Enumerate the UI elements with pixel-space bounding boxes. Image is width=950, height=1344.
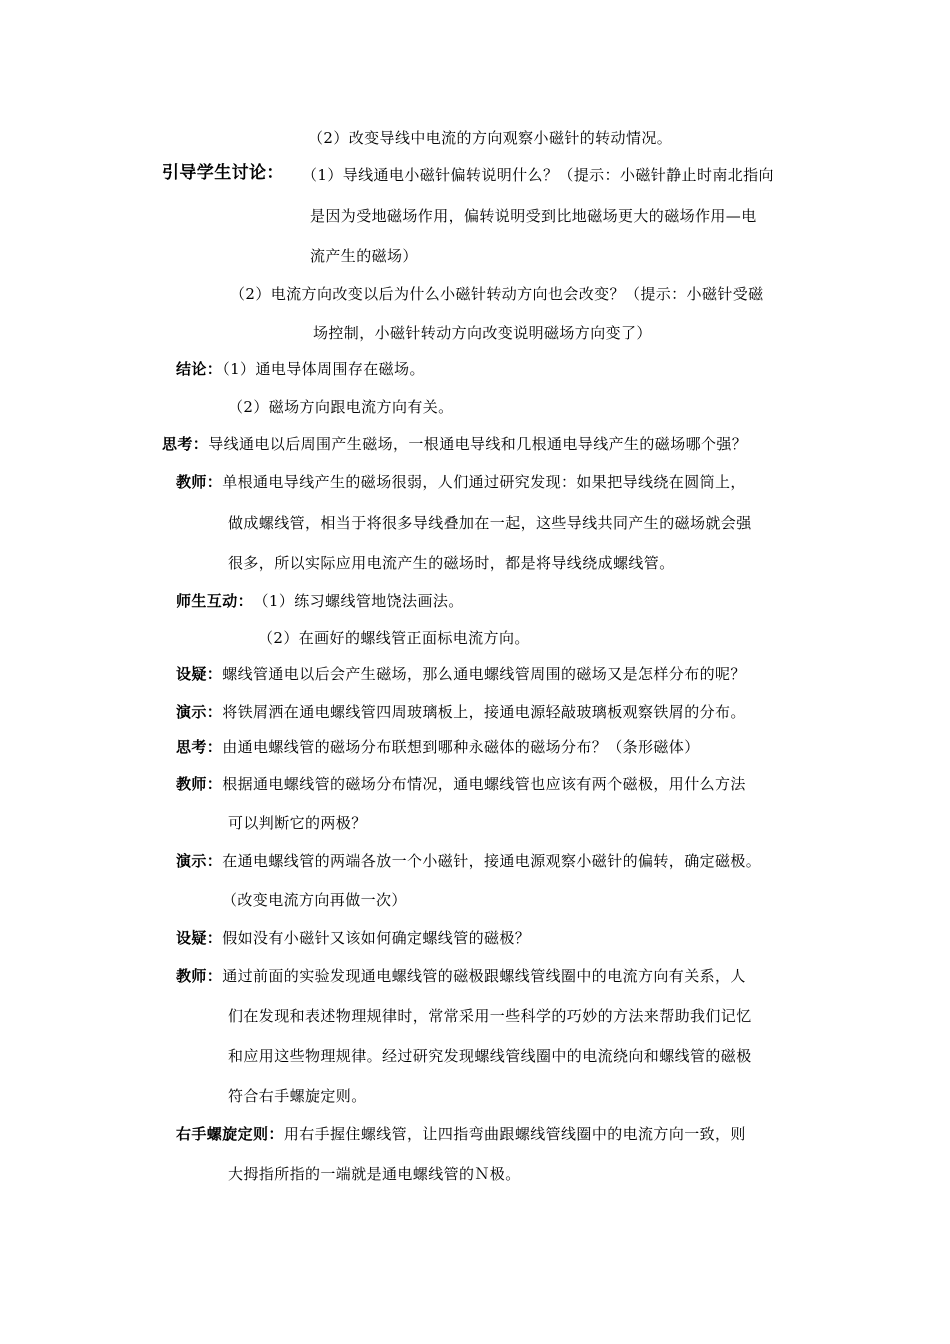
text-line: 导线通电以后周围产生磁场，一根通电导线和几根通电导线产生的磁场哪个强？ xyxy=(208,435,748,453)
paragraph-line xyxy=(176,851,761,871)
section-label: 演示： xyxy=(176,703,223,721)
section-label: 结论： xyxy=(176,360,223,378)
text-line: 符合右手螺旋定则。 xyxy=(228,1087,367,1105)
paragraph-line xyxy=(228,397,454,417)
text-line: 场控制，小磁针转动方向改变说明磁场方向变了） xyxy=(313,324,652,342)
text-line: 螺线管通电以后会产生磁场，那么通电螺线管周围的磁场又是怎样分布的呢？ xyxy=(222,665,746,683)
text-line: 假如没有小磁针又该如何确定螺线管的磁极？ xyxy=(222,929,531,947)
text-line: 用右手握住螺线管，让四指弯曲跟螺线管线圈中的电流方向一致，则 xyxy=(283,1125,746,1143)
paragraph-line xyxy=(228,1164,521,1184)
paragraph-line xyxy=(176,702,746,722)
section-label: 教师： xyxy=(176,473,223,491)
paragraph-line xyxy=(228,513,752,533)
text-line: （改变电流方向再做一次） xyxy=(222,891,407,909)
paragraph-line xyxy=(310,246,418,266)
paragraph-line xyxy=(313,323,652,343)
text-line: 和应用这些物理规律。经过研究发现螺线管线圈中的电流绕向和螺线管的磁极 xyxy=(228,1047,752,1065)
text-line: （2）改变导线中电流的方向观察小磁针的转动情况。 xyxy=(308,129,673,147)
paragraph-line xyxy=(230,284,764,304)
paragraph-line xyxy=(176,966,746,986)
paragraph-line xyxy=(176,591,464,611)
text-line: 单根通电导线产生的磁场很弱，人们通过研究发现：如果把导线绕在圆筒上， xyxy=(222,473,746,491)
text-line: （2）在画好的螺线管正面标电流方向。 xyxy=(258,629,530,647)
text-line: 做成螺线管，相当于将很多导线叠加在一起，这些导线共同产生的磁场就会强 xyxy=(228,514,752,532)
paragraph-line xyxy=(222,890,407,910)
paragraph-line xyxy=(228,1086,367,1106)
text-line: 根据通电螺线管的磁场分布情况，通电螺线管也应该有两个磁极，用什么方法 xyxy=(222,775,746,793)
paragraph-line xyxy=(176,774,746,794)
paragraph-line xyxy=(258,628,530,648)
section-label: 设疑： xyxy=(176,665,223,683)
paragraph-line xyxy=(228,1006,752,1026)
text-line: 在通电螺线管的两端各放一个小磁针，接通电源观察小磁针的偏转，确定磁极。 xyxy=(222,852,762,870)
text-line: （2）磁场方向跟电流方向有关。 xyxy=(228,398,454,416)
paragraph-line xyxy=(228,813,367,833)
text-line: 们在发现和表述物理规律时，常常采用一些科学的巧妙的方法来帮助我们记忆 xyxy=(228,1007,752,1025)
text-line: （2）电流方向改变以后为什么小磁针转动方向也会改变？（提示：小磁针受磁 xyxy=(230,285,764,303)
paragraph-line xyxy=(176,472,746,492)
section-label: 师生互动： xyxy=(176,592,254,610)
section-label: 右手螺旋定则： xyxy=(176,1125,284,1143)
paragraph-line xyxy=(176,1124,746,1144)
paragraph-line xyxy=(176,928,530,948)
section-label: 思考： xyxy=(176,738,223,756)
paragraph-line xyxy=(162,163,284,183)
text-line: 是因为受地磁场作用，偏转说明受到比地磁场更大的磁场作用—电 xyxy=(310,207,757,225)
text-line: 很多，所以实际应用电流产生的磁场时，都是将导线绕成螺线管。 xyxy=(228,554,675,572)
text-line: 可以判断它的两极？ xyxy=(228,814,367,832)
paragraph-line xyxy=(176,359,425,379)
paragraph-line xyxy=(176,664,746,684)
text-line: 将铁屑洒在通电螺线管四周玻璃板上，接通电源轻敲玻璃板观察铁屑的分布。 xyxy=(222,703,746,721)
text-line: 由通电螺线管的磁场分布联想到哪种永磁体的磁场分布？（条形磁体） xyxy=(222,738,700,756)
section-label: 教师： xyxy=(176,967,223,985)
text-line: （1）练习螺线管地饶法画法。 xyxy=(261,592,464,610)
section-label: 教师： xyxy=(176,775,223,793)
text-line: 通过前面的实验发现通电螺线管的磁极跟螺线管线圈中的电流方向有关系，人 xyxy=(222,967,746,985)
paragraph-line xyxy=(302,165,774,185)
text-line: （1）通电导体周围存在磁场。 xyxy=(222,360,425,378)
paragraph-line xyxy=(176,737,700,757)
section-label: 演示： xyxy=(176,852,223,870)
section-label: 设疑： xyxy=(176,929,223,947)
paragraph-line xyxy=(162,434,747,454)
paragraph-line xyxy=(308,128,672,148)
section-label: 思考： xyxy=(162,435,209,453)
paragraph-line xyxy=(310,206,757,226)
text-line: 大拇指所指的一端就是通电螺线管的Ｎ极。 xyxy=(228,1165,521,1183)
text-line: 流产生的磁场） xyxy=(310,247,418,265)
text-line: （1）导线通电小磁针偏转说明什么？（提示：小磁针静止时南北指向 xyxy=(302,166,774,184)
paragraph-line xyxy=(228,553,675,573)
paragraph-line xyxy=(228,1046,752,1066)
section-label: 引导学生讨论： xyxy=(162,163,284,183)
